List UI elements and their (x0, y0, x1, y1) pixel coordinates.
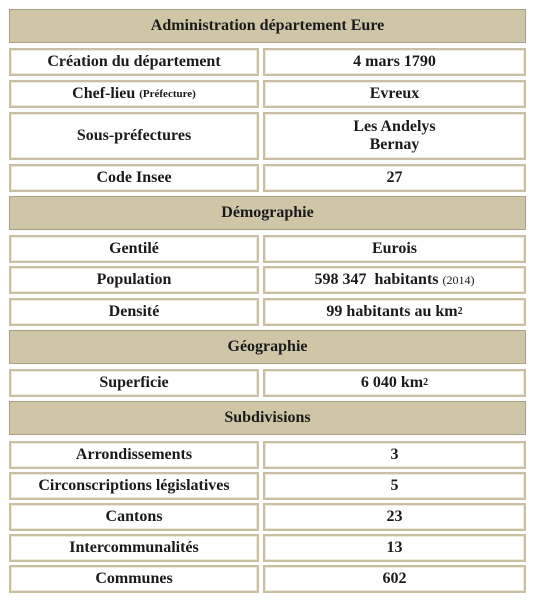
population-value: 598 347 habitants (314, 271, 439, 288)
intercommunalites-label: Intercommunalités (9, 534, 259, 562)
sous-pref-value: Bernay (369, 136, 420, 153)
communes-value: 602 (263, 565, 526, 593)
arrondissements-label: Arrondissements (9, 441, 259, 469)
population-year: (2014) (442, 273, 475, 287)
population-label: Population (9, 266, 259, 294)
circonscriptions-label: Circonscriptions législatives (9, 472, 259, 500)
sous-pref-value: Les Andelys (353, 118, 436, 135)
communes-label: Communes (9, 565, 259, 593)
densite-value-cell: 99 habitants au km 2 (263, 298, 526, 326)
chef-lieu-label (9, 80, 259, 108)
circonscriptions-value: 5 (263, 472, 526, 500)
table-title: Administration département Eure (9, 9, 526, 43)
cantons-value: 23 (263, 503, 526, 531)
intercommunalites-value: 13 (263, 534, 526, 562)
section-header-demographie: Démographie (9, 196, 526, 230)
arrondissements-value: 3 (263, 441, 526, 469)
superficie-value: 6 040 km (360, 374, 424, 391)
gentile-label: Gentilé (9, 235, 259, 263)
gentile-value: Eurois (263, 235, 526, 263)
creation-value: 4 mars 1790 (263, 48, 526, 76)
insee-label: Code Insee (9, 164, 259, 192)
densite-label: Densité (9, 298, 259, 326)
sous-pref-label: Sous-préfectures (9, 112, 259, 160)
densite-value: 99 habitants au km (326, 303, 458, 320)
cantons-label: Cantons (9, 503, 259, 531)
insee-value: 27 (263, 164, 526, 192)
superficie-label: Superficie (9, 369, 259, 397)
chef-lieu-text: Chef-lieu (72, 85, 136, 102)
chef-lieu-subtext: (Préfecture) (139, 88, 196, 100)
chef-lieu-value: Evreux (263, 80, 526, 108)
sous-pref-values (263, 112, 526, 160)
section-header-subdivisions: Subdivisions (9, 401, 526, 435)
superficie-value-cell: 6 040 km 2 (263, 369, 526, 397)
section-header-geographie: Géographie (9, 330, 526, 364)
population-value-cell (263, 266, 526, 294)
creation-label: Création du département (9, 48, 259, 76)
